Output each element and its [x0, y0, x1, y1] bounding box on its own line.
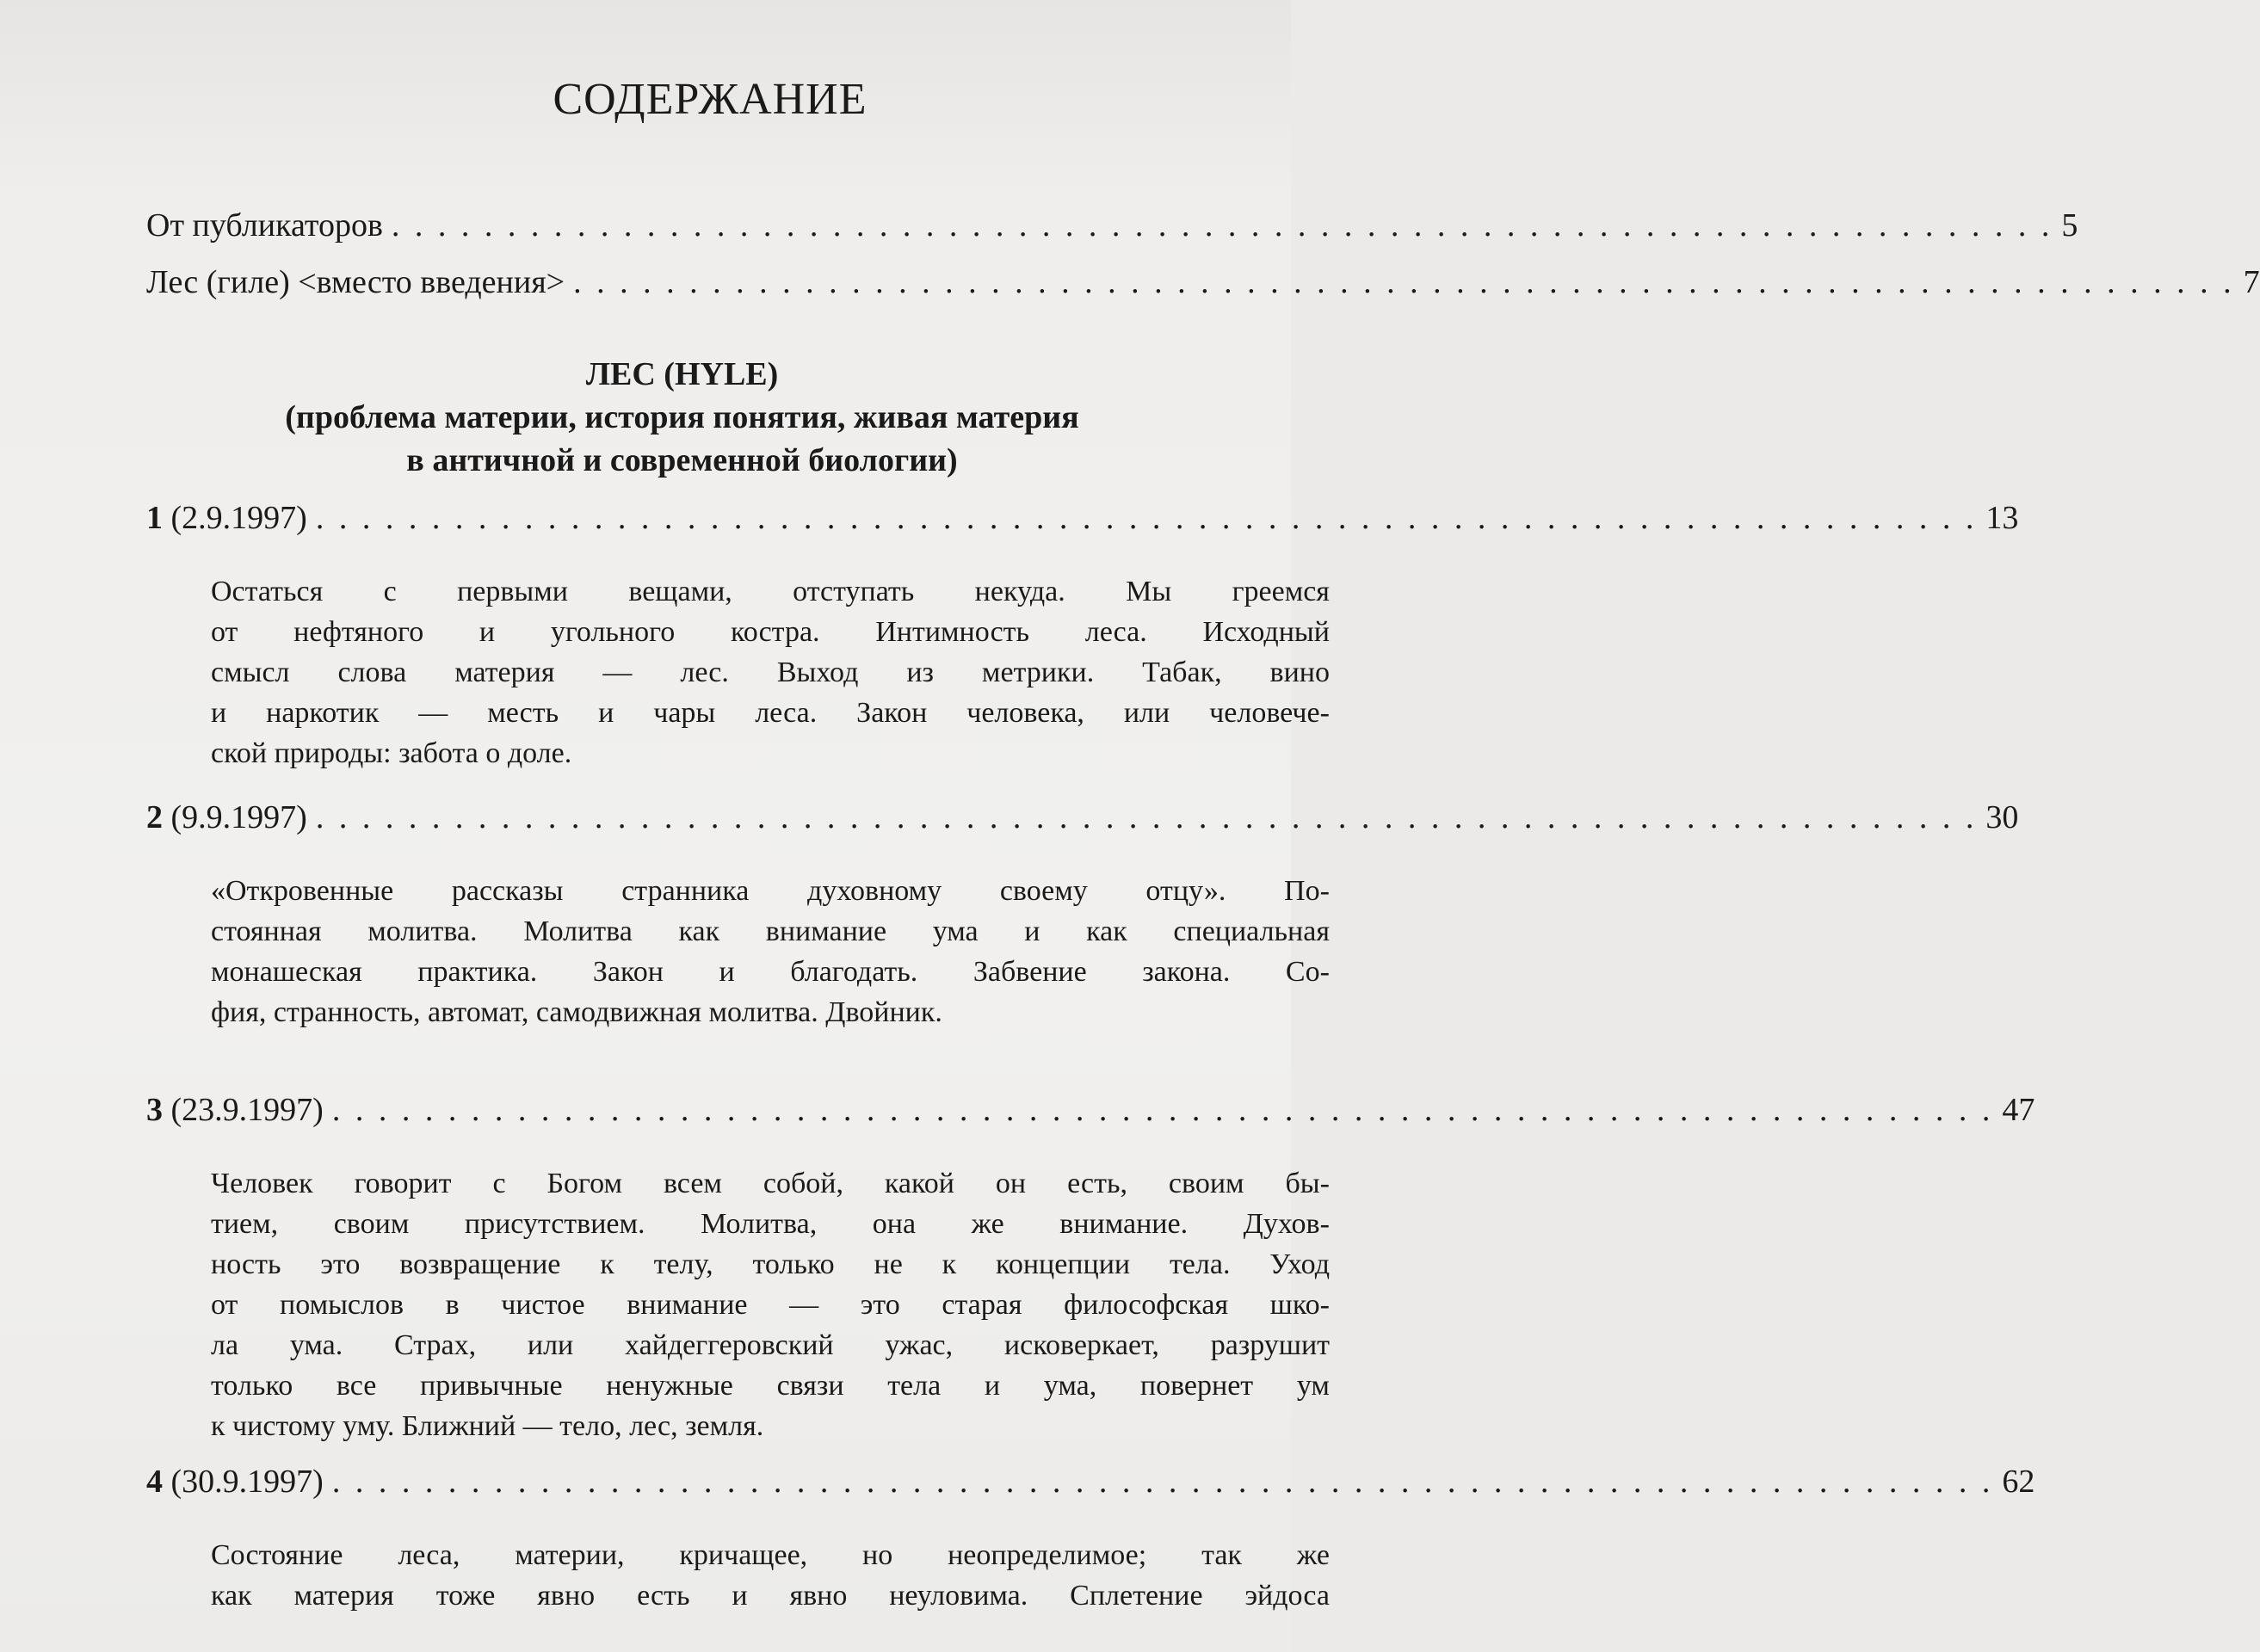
- abstract-word: ность: [211, 1248, 281, 1280]
- abstract-word: говорит: [354, 1168, 452, 1199]
- abstract-word: тоже: [435, 1580, 496, 1612]
- abstract-line: [211, 693, 1330, 733]
- page-title: [0, 74, 1420, 125]
- abstract-word: ужас,: [885, 1329, 954, 1361]
- abstract-word: некуда.: [974, 576, 1065, 607]
- toc-label: [146, 1463, 324, 1501]
- abstract-word: человече-: [1209, 697, 1330, 729]
- abstract-word: и: [719, 956, 735, 988]
- abstract-line: [211, 1204, 1330, 1244]
- leader-dots: . . . . . . . . . . . . . . . . . . . . . . . . . . . . . . . . . . . . . . . . . . . . . . . . . . . . . . . . . . . . . . . . . . . . . . . .: [315, 500, 1978, 536]
- abstract-word: леса.: [1084, 616, 1147, 648]
- section-heading-line-1: ЛЕС (HYLE): [585, 356, 779, 392]
- abstract-word: неопределимое;: [948, 1539, 1147, 1571]
- abstract-word: странника: [621, 875, 750, 907]
- abstract-word: чистое: [501, 1289, 585, 1321]
- abstract-word: Молитва: [523, 915, 633, 947]
- abstract-word: Уход: [1269, 1248, 1330, 1280]
- abstract-word: внимание.: [1059, 1208, 1189, 1240]
- abstract-word: —: [418, 697, 448, 729]
- section-heading: [146, 353, 1218, 482]
- leader-dots: . . . . . . . . . . . . . . . . . . . . . . . . . . . . . . . . . . . . . . . . . . . . . . . . . . . . . . . . . . . . . . . . . . . . . . . .: [331, 1092, 1994, 1128]
- abstract-word: стоянная: [211, 915, 322, 947]
- abstract-word: всем: [663, 1168, 722, 1199]
- leader-dots: . . . . . . . . . . . . . . . . . . . . . . . . . . . . . . . . . . . . . . . . . . . . . . . . . . . . . . . . . . . . . . . . . . . . . . . .: [315, 799, 1978, 835]
- abstract-word: в: [445, 1289, 460, 1321]
- toc-entry-4-heading: [146, 1463, 2035, 1501]
- toc-label: От публикаторов: [146, 207, 383, 243]
- abstract-word: из: [906, 656, 934, 688]
- abstract-word: и: [598, 697, 614, 729]
- entry-1-abstract: [211, 571, 1330, 774]
- entry-3-abstract: [211, 1163, 1330, 1446]
- abstract-word: или: [527, 1329, 574, 1361]
- abstract-word: отцу».: [1145, 875, 1226, 907]
- abstract-word: —: [789, 1289, 819, 1321]
- abstract-word: эйдоса: [1244, 1580, 1330, 1612]
- abstract-word: Богом: [546, 1168, 623, 1199]
- abstract-word: материи,: [515, 1539, 625, 1571]
- toc-entry-3-heading: [146, 1091, 2035, 1129]
- abstract-word: собой,: [763, 1168, 843, 1199]
- abstract-word: смысл: [211, 656, 290, 688]
- abstract-word: тела.: [1169, 1248, 1231, 1280]
- abstract-word: метрики.: [981, 656, 1095, 688]
- toc-entry-2-heading: [146, 798, 2019, 836]
- entry-date: (30.9.1997): [163, 1464, 324, 1500]
- abstract-word: материя: [454, 656, 555, 688]
- section-heading-line-3: в античной и современной биологии): [406, 442, 958, 478]
- abstract-word: и: [211, 697, 227, 729]
- abstract-word: Состояние: [211, 1539, 343, 1571]
- abstract-word: же: [971, 1208, 1004, 1240]
- abstract-word: она: [872, 1208, 917, 1240]
- abstract-word: Выход: [776, 656, 859, 688]
- abstract-word: Закон: [592, 956, 664, 988]
- abstract-word: своим: [333, 1208, 410, 1240]
- abstract-word: философская: [1064, 1289, 1229, 1321]
- abstract-word: связи: [776, 1370, 844, 1402]
- abstract-word: греемся: [1232, 576, 1330, 607]
- abstract-word: с: [383, 576, 397, 607]
- abstract-word: от: [211, 1289, 238, 1321]
- abstract-word: Мы: [1126, 576, 1172, 607]
- abstract-word: монашеская: [211, 956, 362, 988]
- abstract-line: [211, 1575, 1330, 1616]
- abstract-word: Человек: [211, 1168, 313, 1199]
- abstract-word: как: [1086, 915, 1127, 947]
- abstract-word: ума,: [1043, 1370, 1097, 1402]
- abstract-word: чары: [653, 697, 716, 729]
- abstract-line: [211, 652, 1330, 693]
- abstract-word: По-: [1284, 875, 1330, 907]
- toc-label: [146, 798, 307, 836]
- abstract-word: явно: [789, 1580, 848, 1612]
- abstract-word: только: [211, 1370, 293, 1402]
- abstract-word: возвращение: [399, 1248, 561, 1280]
- abstract-word: так: [1201, 1539, 1242, 1571]
- abstract-word: и: [1024, 915, 1040, 947]
- abstract-line: [211, 911, 1330, 952]
- abstract-word: Остаться: [211, 576, 324, 607]
- abstract-word: месть: [487, 697, 559, 729]
- toc-label: Лес (гиле) <вместо введения>: [146, 264, 565, 300]
- abstract-word: это: [320, 1248, 361, 1280]
- abstract-word: но: [862, 1539, 893, 1571]
- abstract-word: молитва.: [367, 915, 478, 947]
- abstract-line: [211, 1535, 1330, 1575]
- abstract-word: отступать: [793, 576, 915, 607]
- abstract-line: [211, 1285, 1330, 1325]
- abstract-word: к: [942, 1248, 957, 1280]
- abstract-word: разрушит: [1210, 1329, 1330, 1361]
- abstract-word: благодать.: [790, 956, 918, 988]
- abstract-line: [211, 612, 1330, 652]
- toc-page-number: 5: [2061, 207, 2078, 243]
- entry-number: 2: [146, 799, 163, 835]
- abstract-word: хайдеггеровский: [625, 1329, 834, 1361]
- toc-page-number: 7: [2243, 264, 2260, 300]
- abstract-word: бы-: [1285, 1168, 1330, 1199]
- abstract-word: своему: [999, 875, 1088, 907]
- abstract-word: присутствием.: [464, 1208, 645, 1240]
- abstract-word: неуловима.: [889, 1580, 1028, 1612]
- abstract-word: тела: [887, 1370, 942, 1402]
- abstract-word: как: [211, 1580, 252, 1612]
- abstract-word: концепции: [996, 1248, 1131, 1280]
- abstract-word: исковеркает,: [1003, 1329, 1159, 1361]
- entry-date: (2.9.1997): [163, 500, 307, 536]
- entry-2-abstract: [211, 871, 1330, 1032]
- entry-number: 4: [146, 1464, 163, 1500]
- abstract-word: все: [336, 1370, 377, 1402]
- abstract-word: —: [602, 656, 633, 688]
- abstract-word: он: [995, 1168, 1027, 1199]
- toc-row-front-1: [146, 206, 2078, 244]
- abstract-word: первыми: [457, 576, 568, 607]
- entry-number: 3: [146, 1092, 163, 1128]
- toc-label: [146, 1091, 324, 1129]
- abstract-word: леса.: [755, 697, 818, 729]
- leader-dots: . . . . . . . . . . . . . . . . . . . . . . . . . . . . . . . . . . . . . . . . . . . . . . . . . . . . . . . . . . . . . . . . . . . . . . . .: [391, 207, 2053, 243]
- abstract-word: же: [1296, 1539, 1330, 1571]
- abstract-word: наркотик: [266, 697, 380, 729]
- abstract-word: кричащее,: [679, 1539, 808, 1571]
- abstract-word: ум: [1296, 1370, 1330, 1402]
- abstract-word: ума: [932, 915, 979, 947]
- abstract-word: нефтяного: [293, 616, 424, 648]
- abstract-word: лес.: [680, 656, 729, 688]
- abstract-word: внимание: [627, 1289, 748, 1321]
- abstract-word: Исходный: [1202, 616, 1330, 648]
- abstract-word: Закон: [856, 697, 928, 729]
- abstract-word: человека,: [966, 697, 1084, 729]
- toc-row-front-2: [146, 263, 2260, 301]
- abstract-line: [211, 1365, 1330, 1406]
- abstract-word: тием,: [211, 1208, 279, 1240]
- abstract-line: ской природы: забота о доле.: [211, 737, 572, 769]
- toc-page-number: 30: [1985, 799, 2019, 835]
- abstract-word: к: [600, 1248, 614, 1280]
- abstract-line: [211, 1325, 1330, 1365]
- abstract-line: фия, странность, автомат, самодвижная молитва. Двойник.: [211, 996, 942, 1028]
- section-heading-line-2: (проблема материи, история понятия, живая материя: [285, 399, 1079, 435]
- abstract-word: специальная: [1173, 915, 1330, 947]
- abstract-word: и: [732, 1580, 748, 1612]
- abstract-word: костра.: [730, 616, 820, 648]
- abstract-word: есть: [637, 1580, 690, 1612]
- abstract-word: не: [874, 1248, 903, 1280]
- entry-date: (9.9.1997): [163, 799, 307, 835]
- abstract-word: шко-: [1269, 1289, 1330, 1321]
- abstract-word: внимание: [765, 915, 887, 947]
- abstract-word: практика.: [417, 956, 538, 988]
- abstract-word: Табак,: [1142, 656, 1222, 688]
- abstract-word: только: [752, 1248, 835, 1280]
- abstract-word: рассказы: [451, 875, 564, 907]
- abstract-line: [211, 1163, 1330, 1204]
- abstract-word: угольного: [550, 616, 676, 648]
- abstract-word: закона.: [1142, 956, 1231, 988]
- abstract-word: привычные: [420, 1370, 563, 1402]
- abstract-word: материя: [293, 1580, 394, 1612]
- abstract-word: с: [492, 1168, 506, 1199]
- abstract-word: Забвение: [973, 956, 1087, 988]
- abstract-word: своим: [1168, 1168, 1244, 1199]
- abstract-word: духовному: [807, 875, 942, 907]
- abstract-word: телу,: [653, 1248, 713, 1280]
- abstract-word: Молитва,: [701, 1208, 818, 1240]
- abstract-word: какой: [884, 1168, 954, 1199]
- toc-page-number: 62: [2002, 1464, 2035, 1500]
- abstract-word: Сплетение: [1070, 1580, 1203, 1612]
- toc-page-number: 47: [2002, 1092, 2035, 1128]
- abstract-word: ненужные: [606, 1370, 733, 1402]
- abstract-word: и: [984, 1370, 1001, 1402]
- abstract-word: как: [678, 915, 720, 947]
- abstract-line: [211, 871, 1330, 911]
- abstract-word: вещами,: [628, 576, 732, 607]
- leader-dots: . . . . . . . . . . . . . . . . . . . . . . . . . . . . . . . . . . . . . . . . . . . . . . . . . . . . . . . . . . . . . . . . . . . . . . . .: [331, 1464, 1994, 1500]
- abstract-line: [211, 571, 1330, 612]
- entry-4-abstract: [211, 1535, 1330, 1616]
- page-title-text: СОДЕРЖАНИЕ: [553, 75, 868, 124]
- abstract-word: Со-: [1285, 956, 1330, 988]
- abstract-word: есть,: [1067, 1168, 1127, 1199]
- abstract-word: и: [479, 616, 496, 648]
- toc-label: [146, 499, 307, 537]
- abstract-word: старая: [942, 1289, 1022, 1321]
- abstract-line: [211, 952, 1330, 992]
- abstract-word: это: [860, 1289, 900, 1321]
- abstract-word: леса,: [398, 1539, 460, 1571]
- entry-number: 1: [146, 500, 163, 536]
- abstract-word: ума.: [289, 1329, 343, 1361]
- abstract-word: вино: [1269, 656, 1330, 688]
- abstract-word: Духов-: [1243, 1208, 1330, 1240]
- toc-page-number: 13: [1985, 500, 2019, 536]
- toc-entry-1-heading: [146, 499, 2019, 537]
- abstract-line: [211, 1244, 1330, 1285]
- abstract-word: Интимность: [875, 616, 1030, 648]
- abstract-word: Страх,: [394, 1329, 477, 1361]
- abstract-word: повернет: [1139, 1370, 1254, 1402]
- leader-dots: . . . . . . . . . . . . . . . . . . . . . . . . . . . . . . . . . . . . . . . . . . . . . . . . . . . . . . . . . . . . . . . . . . . . . . . .: [573, 264, 2235, 300]
- abstract-word: «Откровенные: [211, 875, 394, 907]
- abstract-word: или: [1123, 697, 1170, 729]
- abstract-word: от: [211, 616, 238, 648]
- abstract-word: явно: [537, 1580, 596, 1612]
- entry-date: (23.9.1997): [163, 1092, 324, 1128]
- abstract-word: помыслов: [280, 1289, 404, 1321]
- abstract-word: ла: [211, 1329, 239, 1361]
- abstract-word: слова: [337, 656, 407, 688]
- abstract-line: к чистому уму. Ближний — тело, лес, земля.: [211, 1410, 764, 1442]
